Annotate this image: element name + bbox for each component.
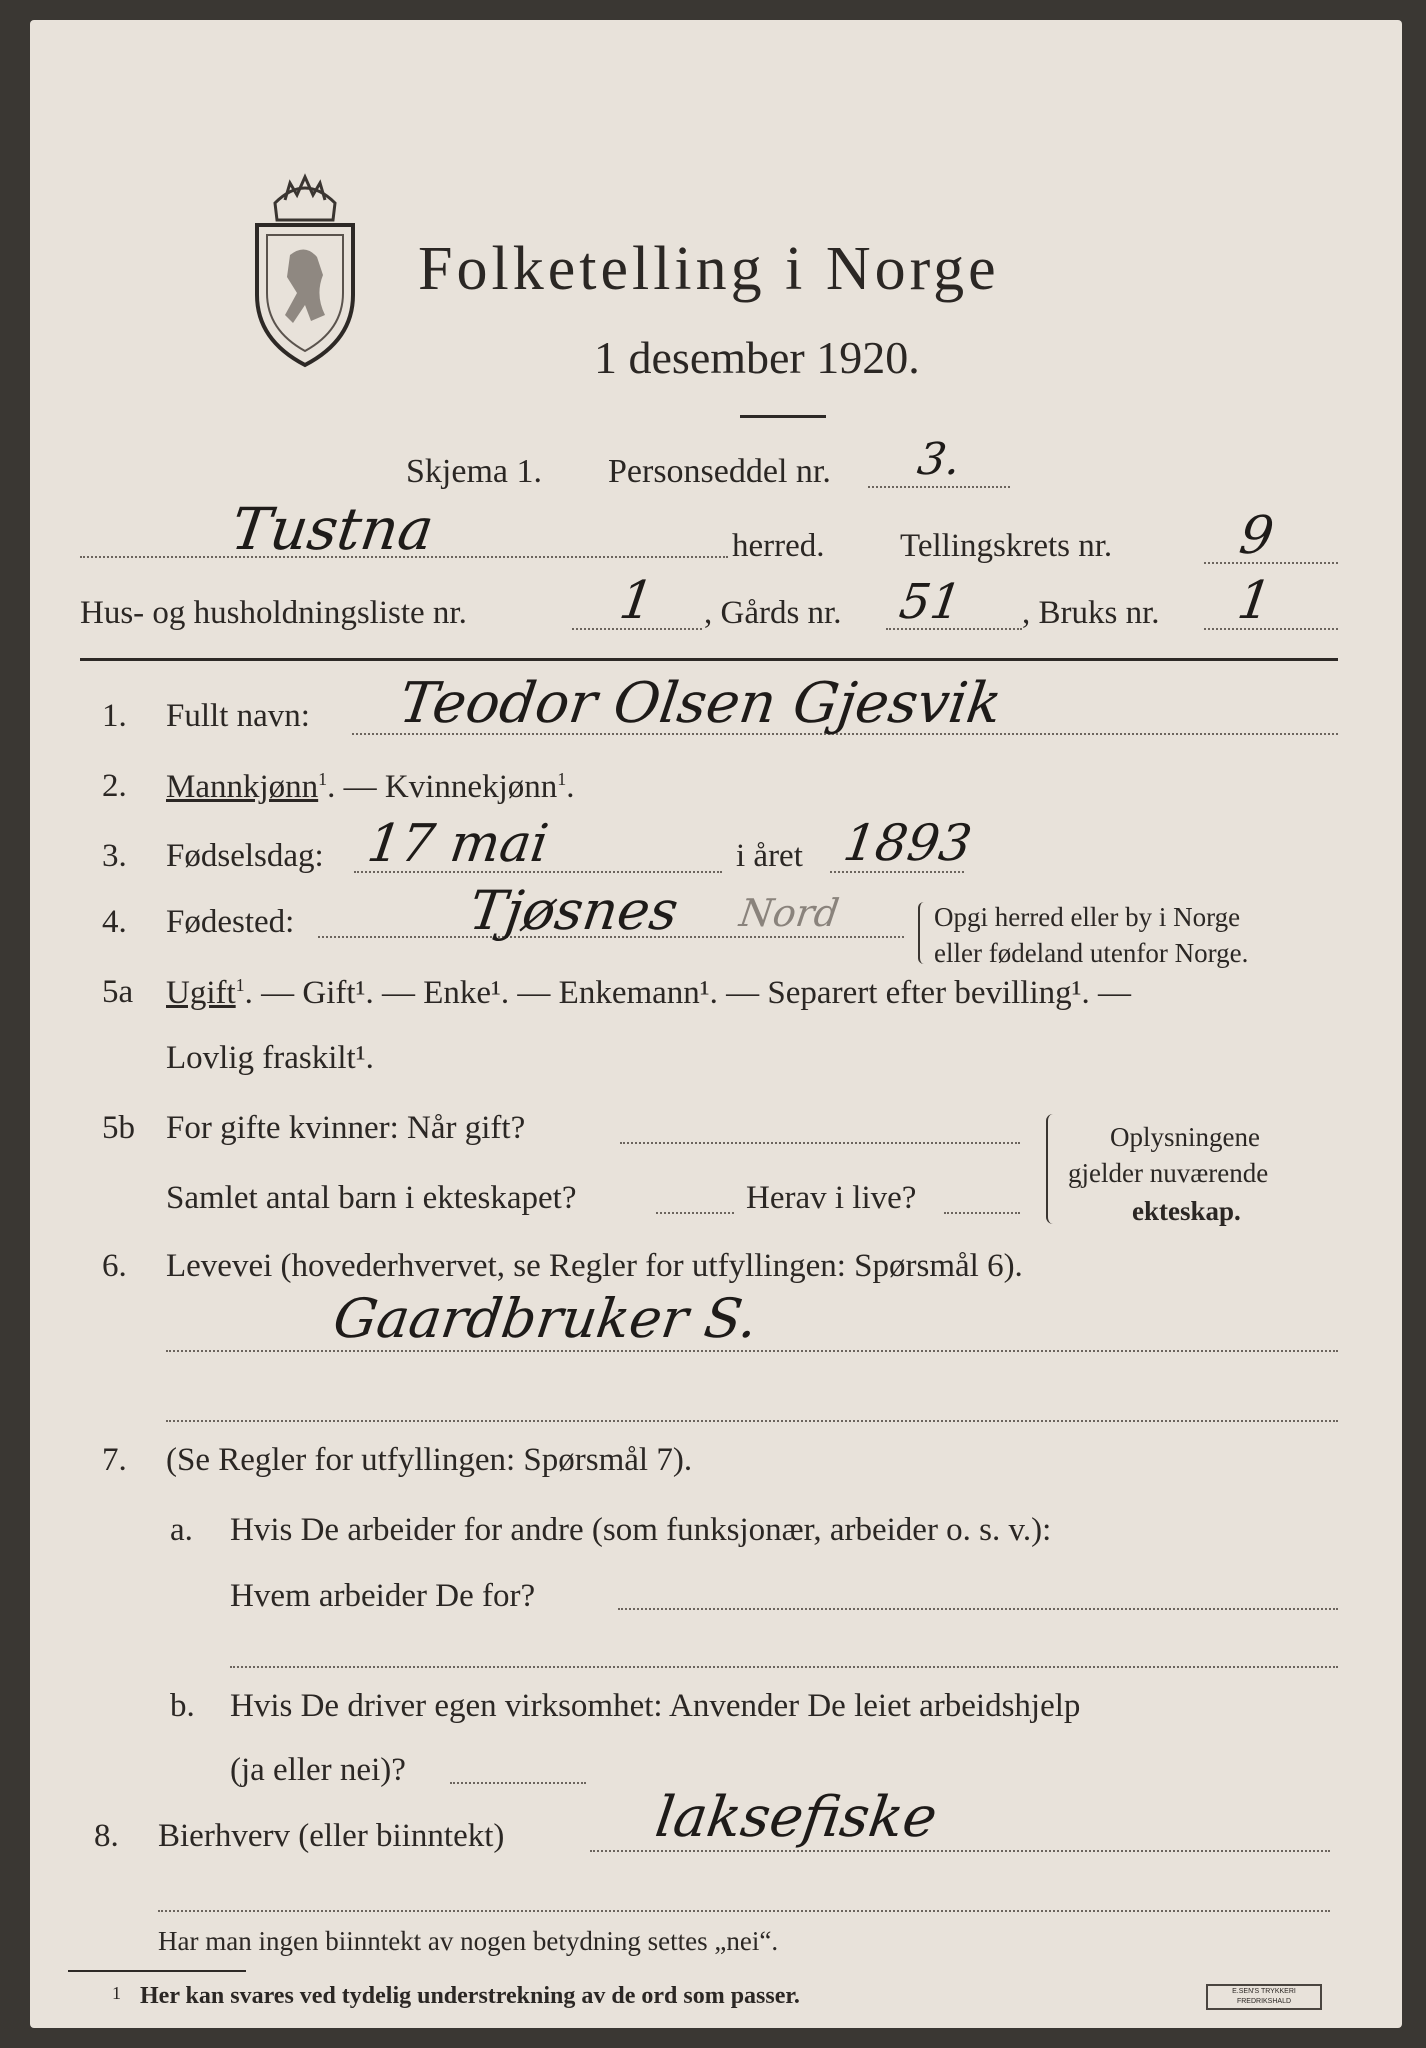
q4-note-brace [918,902,930,964]
q5a-number: 5a [102,974,134,1010]
personseddel-line [868,486,1010,488]
q7-number: 7. [102,1442,127,1478]
herred-value[interactable]: Tustna [227,495,438,563]
coat-of-arms-icon [245,165,365,370]
q5a-ugift-option[interactable]: Ugift [166,975,236,1011]
q8-line1 [590,1850,1330,1852]
q5b-number: 5b [102,1110,135,1146]
q6-number: 6. [102,1248,127,1284]
q7b-question: (ja eller nei)? [230,1752,406,1788]
tellingskrets-line [1204,562,1338,564]
q1-fullname[interactable]: Teodor Olsen Gjesvik [395,671,1006,736]
q4-birthplace[interactable]: Tjøsnes [465,879,682,942]
tellingskrets-value[interactable]: 9 [1235,506,1278,566]
q4-label: Fødested: [166,904,295,940]
q7a-line2 [230,1666,1338,1668]
q8-line2 [158,1910,1330,1912]
q4-note-line1: Opgi herred eller by i Norge [934,902,1241,932]
q8-number: 8. [94,1818,119,1854]
q2-separator: . — [327,769,385,805]
form-title: Folketelling i Norge [418,235,1000,303]
q3-birth-year[interactable]: 1893 [839,814,976,872]
herred-label: herred. [732,528,825,564]
q2-mannkjonn-option[interactable]: Mannkjønn [166,769,319,805]
header-divider [80,658,1338,661]
footnote-number: 1 [112,1983,121,2003]
q4-note-line2: eller fødeland utenfor Norge. [934,938,1249,968]
q5b-note-brace [1046,1114,1060,1224]
q5b-married-line [620,1142,1020,1144]
q2-sex-options [166,770,575,804]
q5a-line2[interactable]: Lovlig fraskilt¹. [166,1040,374,1076]
footnote-text: Her kan svares ved tydelig understrekning av de ord som passer. [140,1983,800,2009]
bruks-value[interactable]: 1 [1233,571,1276,631]
q7a-question: Hvem arbeider De for? [230,1578,536,1614]
q5b-note-line2: gjelder nuværende [1068,1158,1269,1188]
q2-end: . [566,769,575,805]
personseddel-value[interactable]: 3. [914,434,964,485]
q3-label: Fødselsdag: [166,838,324,874]
q7b-letter: b. [170,1688,195,1724]
q5b-alive-line [944,1212,1020,1214]
q4-number: 4. [102,904,127,940]
q8-side-income[interactable]: laksefiske [651,1785,941,1850]
footnote-divider [68,1970,246,1972]
q5b-note-line1: Oplysningene [1110,1122,1260,1152]
q6-line2 [166,1420,1338,1422]
q7b-line [450,1782,586,1784]
q3-birthday[interactable]: 17 mai [363,814,552,874]
census-date: 1 desember 1920. [594,332,920,383]
q5a-other-options[interactable]: — Gift¹. — Enke¹. — Enkemann¹. — Separert efter bevilling¹. — [261,975,1132,1011]
q7a-text: Hvis De arbeider for andre (som funksjonær, arbeider o. s. v.): [230,1512,1052,1548]
skjema-label: Skjema 1. [406,453,542,490]
q6-line1 [166,1350,1338,1352]
census-form-page [30,20,1402,2028]
q7a-letter: a. [170,1512,193,1548]
q2-kvinnekjonn-option[interactable]: Kvinnekjønn [384,769,558,805]
footer-note: Har man ingen biinntekt av nogen betydning settes „nei“. [158,1926,779,1956]
q5b-alive-label: Herav i live? [746,1180,917,1216]
bruks-line [1204,628,1338,630]
gards-value[interactable]: 51 [896,574,966,630]
q2-number: 2. [102,768,127,804]
tellingskrets-label: Tellingskrets nr. [900,528,1113,564]
personseddel-label: Personseddel nr. [608,453,831,490]
printer-mark-line2: FREDRIKSHALD [1236,1998,1292,2005]
herred-line [80,556,728,558]
q3-number: 3. [102,838,127,874]
q7-label: (Se Regler for utfyllingen: Spørsmål 7). [166,1442,693,1478]
q4-birthplace-extra[interactable]: Nord [736,891,842,935]
q2-sup1: 1 [318,769,328,789]
husliste-value[interactable]: 1 [615,571,658,631]
q7a-line1 [618,1608,1338,1610]
bruks-label: , Bruks nr. [1022,595,1160,631]
husliste-label: Hus- og husholdningsliste nr. [80,595,467,631]
gards-label: , Gårds nr. [704,595,842,631]
printer-mark-line1: E.SEN'S TRYKKERI [1232,1988,1296,1995]
q3-year-label: i året [736,838,803,874]
q5b-children-line [656,1212,734,1214]
q1-label: Fullt navn: [166,698,310,734]
q6-occupation[interactable]: Gaardbruker S. [329,1287,762,1350]
q8-label: Bierhverv (eller biinntekt) [158,1818,505,1854]
q1-number: 1. [102,698,127,734]
q5b-children-label: Samlet antal barn i ekteskapet? [166,1180,577,1216]
q6-label: Levevei (hovederhvervet, se Regler for utfyllingen: Spørsmål 6). [166,1248,1023,1284]
q5a-options: Ugift$^1$. — Gift¹. — Enke¹. — Enkemann¹. — Separert efter bevilling¹. — [166,975,1132,1011]
q2-sup2: 1 [557,769,567,789]
printer-mark [1206,1984,1322,2010]
q5b-note-line3: ekteskap. [1132,1196,1241,1226]
title-divider [740,415,826,418]
q7b-text: Hvis De driver egen virksomhet: Anvender De leiet arbeidshjelp [230,1688,1081,1724]
q5b-line1: For gifte kvinner: Når gift? [166,1110,526,1146]
